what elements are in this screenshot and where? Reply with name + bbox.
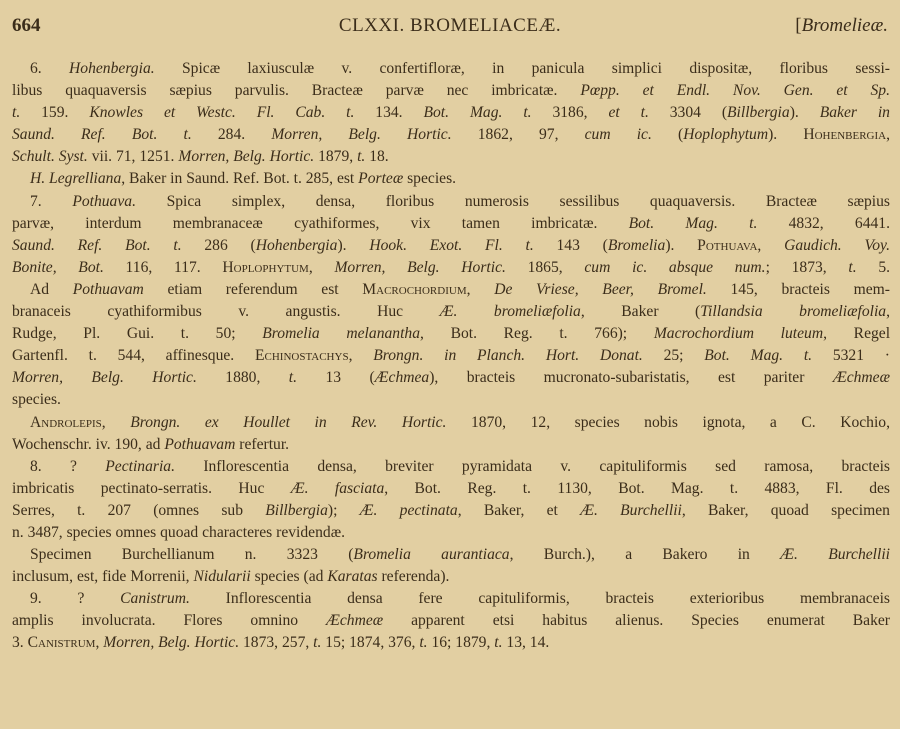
text-segment: 25; xyxy=(642,347,705,365)
italic-text: Knowles et Westc. Fl. Cab. t. xyxy=(89,104,355,122)
text-segment: species (ad xyxy=(250,568,328,586)
italic-text: Pothuavam xyxy=(72,280,144,298)
text-line xyxy=(12,367,890,389)
italic-text: Æ. Burchellii xyxy=(580,501,682,519)
text-segment: ; 1873, xyxy=(765,258,849,276)
italic-text: t. xyxy=(494,634,503,652)
text-segment: 8. ? xyxy=(30,457,106,475)
italic-text: Æchmeæ xyxy=(832,369,890,387)
smallcaps-text: Hoplophytum xyxy=(222,258,309,276)
text-segment: 143 ( xyxy=(533,236,608,254)
smallcaps-text: Hohenbergia xyxy=(803,126,887,144)
text-line xyxy=(12,544,890,566)
text-segment: 1862, 97, xyxy=(451,126,585,144)
text-line xyxy=(12,566,890,588)
italic-text: Porteæ xyxy=(358,170,404,188)
italic-text: Pœpp. et Endl. Nov. Gen. et Sp. xyxy=(580,82,890,100)
text-segment: , xyxy=(348,347,374,365)
text-segment: 1879, xyxy=(314,148,358,166)
tribe-heading xyxy=(795,15,888,37)
text-segment: species. xyxy=(403,170,457,188)
text-line xyxy=(12,146,890,168)
italic-text: Schult. Syst. xyxy=(12,148,88,166)
italic-text: Æ. Burchellii xyxy=(780,546,890,564)
italic-text: Morren, Belg. Hortic. xyxy=(271,126,452,144)
text-segment: 13, 14. xyxy=(502,634,550,652)
italic-text: t. xyxy=(313,634,322,652)
text-line xyxy=(12,279,890,301)
italic-text: Karatas xyxy=(327,568,378,586)
text-line xyxy=(12,588,890,610)
text-segment: , xyxy=(101,413,131,431)
text-segment: 1865, xyxy=(505,258,585,276)
text-segment: ), bracteis mucronato-subaristatis, est pariter xyxy=(429,369,833,387)
text-segment: 159. xyxy=(20,104,90,122)
smallcaps-text: Macrochordium xyxy=(362,280,467,298)
text-segment: inclusum, est, fide Morrenii, xyxy=(12,568,194,586)
italic-text: t. xyxy=(848,258,857,276)
italic-text: t. xyxy=(357,148,366,166)
text-line xyxy=(12,58,890,80)
italic-text: Tillandsia bromeliæfolia xyxy=(700,303,887,321)
italic-text: Pothuava. xyxy=(72,192,136,210)
text-line xyxy=(12,434,890,456)
text-segment: 5321 · xyxy=(812,347,890,365)
italic-text: De Vriese, Beer, Bromel. xyxy=(494,280,707,298)
page-title: CLXXI. BROMELIACEÆ. xyxy=(338,15,562,36)
italic-text: Baker in xyxy=(819,104,890,122)
text-segment: 5. xyxy=(856,258,890,276)
italic-text: t. xyxy=(419,634,428,652)
tribe-name: Bromelieæ. xyxy=(801,15,888,36)
italic-text: cum ic. absque num. xyxy=(584,258,766,276)
italic-text: Bromelia xyxy=(607,236,666,254)
text-segment: 18. xyxy=(365,148,389,166)
italic-text: Bot. Mag. t. xyxy=(704,347,813,365)
text-segment: 1873, 257, xyxy=(239,634,314,652)
italic-text: Hohenbergia. xyxy=(69,60,155,77)
text-segment: 15; 1874, 376, xyxy=(321,634,420,652)
italic-text: t. xyxy=(12,104,21,122)
text-line xyxy=(12,632,890,654)
text-segment: imbricatis pectinato-serratis. Huc xyxy=(12,479,291,497)
text-segment: species. xyxy=(12,391,61,409)
text-line xyxy=(12,235,890,257)
text-line xyxy=(12,257,890,279)
page-header xyxy=(12,15,888,41)
text-segment: 3304 ( xyxy=(648,104,728,122)
italic-text: Bot. Mag. t. xyxy=(423,104,532,122)
text-segment: amplis involucrata. Flores omnino xyxy=(12,612,326,630)
italic-text: Morren, Belg. Hortic. xyxy=(103,634,240,652)
text-segment: , xyxy=(757,236,785,254)
italic-text: Æchmeæ xyxy=(325,612,384,630)
italic-text: Æ. fasciata xyxy=(290,479,385,497)
italic-text: Billbergia xyxy=(727,104,790,122)
text-segment: Wochenschr. iv. 190, ad xyxy=(12,435,165,453)
text-segment: ( xyxy=(651,126,684,144)
italic-text: Canistrum. xyxy=(120,590,190,608)
text-segment: ); xyxy=(327,501,360,519)
text-segment: etiam referendum est xyxy=(143,280,363,298)
text-segment: Spica simplex, densa, floribus numerosis sessilibus quaquaversis. Bracteæ sæpius xyxy=(135,192,890,210)
italic-text: Bromelia melanantha xyxy=(262,325,421,343)
italic-text: H. Legrelliana xyxy=(30,170,122,188)
text-segment: 7. xyxy=(30,192,73,210)
italic-text: Bot. Mag. t. xyxy=(628,214,758,232)
italic-text: Brongn. ex Houllet in Rev. Hortic. xyxy=(130,413,447,431)
text-segment: 1880, xyxy=(196,369,289,387)
italic-text: Hook. Exot. Fl. t. xyxy=(369,236,534,254)
text-line xyxy=(12,412,890,434)
text-line xyxy=(12,456,890,478)
text-segment: vii. 71, 1251. xyxy=(87,148,179,166)
text-segment: n. 3487, species omnes quoad characteres revidendæ. xyxy=(12,523,345,541)
italic-text: t. xyxy=(288,369,298,387)
text-line xyxy=(12,191,890,213)
text-segment: ). xyxy=(665,236,698,254)
text-segment: 4832, 6441. xyxy=(757,214,890,232)
text-line xyxy=(12,610,890,632)
text-segment: 286 ( xyxy=(181,236,256,254)
text-segment: Serres, t. 207 (omnes sub xyxy=(12,501,266,519)
text-segment: , Burch.), a Bakero in xyxy=(509,546,781,564)
text-segment: , Baker, quoad specimen xyxy=(681,501,890,519)
text-segment: 1870, 12, species nobis ignota, a C. Kochio, xyxy=(446,413,890,431)
italic-text: Saund. Ref. Bot. t. xyxy=(12,236,182,254)
text-line xyxy=(12,500,890,522)
italic-text: Bromelia aurantiaca xyxy=(353,546,510,564)
italic-text: Billbergia xyxy=(265,501,328,519)
text-segment: ). xyxy=(789,104,820,122)
text-segment: Inflorescentia densa, breviter pyramidata v. capituliformis sed ramosa, bracteis xyxy=(175,457,890,475)
text-segment: Spicæ laxiusculæ v. confertifloræ, in panicula simplici dispositæ, floribus sessi- xyxy=(154,60,890,77)
text-segment: 3186, xyxy=(531,104,609,122)
text-segment: , Baker, et xyxy=(457,501,581,519)
text-line xyxy=(12,80,890,102)
text-segment: 3. xyxy=(12,634,28,652)
text-segment: referenda). xyxy=(377,568,450,586)
italic-text: Hohenbergia xyxy=(255,236,338,254)
text-segment: Specimen Burchellianum n. 3323 ( xyxy=(30,546,354,564)
italic-text: Pectinaria. xyxy=(105,457,175,475)
text-segment: Inflorescentia densa fere capituliformis, bracteis exterioribus membranaceis xyxy=(189,590,890,608)
text-segment: 284. xyxy=(191,126,272,144)
italic-text: Gaudich. Voy. xyxy=(784,236,890,254)
text-segment: , xyxy=(95,634,104,652)
text-segment: branaceis cyathiformibus v. angustis. Huc xyxy=(12,303,440,321)
text-line xyxy=(12,124,890,146)
italic-text: Æ. pectinata xyxy=(359,501,458,519)
text-segment: , xyxy=(466,280,495,298)
text-line xyxy=(12,323,890,345)
text-segment: Ad xyxy=(30,280,73,298)
italic-text: et t. xyxy=(608,104,649,122)
text-line xyxy=(12,168,890,190)
italic-text: Morren, Belg. Hortic. xyxy=(178,148,315,166)
text-segment: , Regel xyxy=(823,325,890,343)
italic-text: Macrochordium luteum xyxy=(653,325,824,343)
italic-text: Æchmea xyxy=(374,369,430,387)
text-line xyxy=(12,301,890,323)
text-line xyxy=(12,213,890,235)
text-segment: 134. xyxy=(354,104,424,122)
italic-text: Æ. bromeliæfolia xyxy=(439,303,581,321)
text-segment: , Baker in Saund. Ref. Bot. t. 285, est xyxy=(121,170,359,188)
text-segment: 116, 117. xyxy=(103,258,223,276)
text-segment: Rudge, Pl. Gui. t. 50; xyxy=(12,325,263,343)
text-segment: , Bot. Reg. t. 1130, Bot. Mag. t. 4883, Fl. des xyxy=(384,479,890,497)
italic-text: cum ic. xyxy=(584,126,652,144)
smallcaps-text: Echinostachys xyxy=(254,347,349,365)
italic-text: Brongn. in Planch. Hort. Donat. xyxy=(373,347,643,365)
text-line xyxy=(12,522,890,544)
smallcaps-text: Pothuava xyxy=(697,236,758,254)
text-segment: 16; 1879, xyxy=(427,634,495,652)
italic-text: Pothuavam xyxy=(164,435,236,453)
smallcaps-text: Androlepis xyxy=(30,413,102,431)
tribe-bracket: [ xyxy=(795,15,802,36)
text-segment: refertur. xyxy=(235,435,290,453)
text-segment: ). xyxy=(337,236,370,254)
text-segment: ). xyxy=(768,126,804,144)
text-line xyxy=(12,478,890,500)
italic-text: Hoplophytum xyxy=(683,126,769,144)
italic-text: Bonite, Bot. xyxy=(12,258,104,276)
text-segment: , xyxy=(886,126,890,144)
text-segment: , Baker ( xyxy=(580,303,701,321)
italic-text: Morren, Belg. Hortic. xyxy=(12,369,197,387)
italic-text: Nidularii xyxy=(193,568,251,586)
text-segment: apparent etsi habitus alienus. Species enumerat Baker xyxy=(383,612,890,630)
text-segment: 6. xyxy=(30,60,70,77)
text-segment: parvæ, interdum membranaceæ cyathiformes, vix tamen imbricatæ. xyxy=(12,214,629,232)
text-segment: , Bot. Reg. t. 766); xyxy=(420,325,654,343)
page-number: 664 xyxy=(12,15,41,36)
italic-text: Morren, Belg. Hortic. xyxy=(334,258,506,276)
italic-text: Saund. Ref. Bot. t. xyxy=(12,126,192,144)
text-segment: , xyxy=(308,258,335,276)
text-segment: , xyxy=(886,303,890,321)
text-segment: 9. ? xyxy=(30,590,121,608)
page-body xyxy=(12,58,890,655)
text-segment: libus quaquaversis sæpius parvulis. Bracteæ parvæ nec imbricatæ. xyxy=(12,82,581,100)
text-line xyxy=(12,102,890,124)
text-segment: 145, bracteis mem- xyxy=(706,280,890,298)
text-line xyxy=(12,345,890,367)
text-segment: 13 ( xyxy=(297,369,375,387)
smallcaps-text: Canistrum xyxy=(27,634,96,652)
text-line xyxy=(12,389,890,411)
text-segment: Gartenfl. t. 544, affinesque. xyxy=(12,347,255,365)
